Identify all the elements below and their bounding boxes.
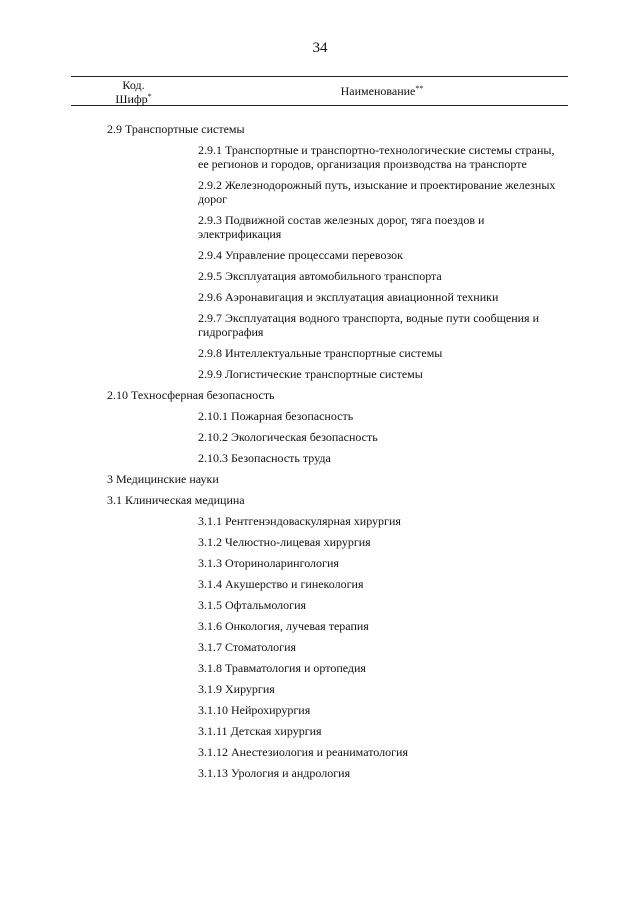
list-item	[0, 682, 640, 696]
item-code: 3.1.4	[198, 577, 222, 591]
item-title: Эксплуатация водного транспорта, водные пути сообщения и гидрография	[198, 311, 539, 339]
item-code: 2.10.1	[198, 409, 228, 423]
item-title: Безопасность труда	[231, 451, 331, 465]
item-title: Хирургия	[225, 682, 275, 696]
list-item	[0, 178, 640, 206]
item-code: 3	[107, 472, 113, 486]
item-code: 2.9.8	[198, 346, 222, 360]
item-title: Рентгенэндоваскулярная хирургия	[225, 514, 401, 528]
list-item	[0, 143, 640, 171]
section-heading	[0, 472, 640, 486]
item-code: 2.9.4	[198, 248, 222, 262]
item-code: 3.1	[107, 493, 122, 507]
list-item	[0, 535, 640, 549]
item-title: Травматология и ортопедия	[225, 661, 366, 675]
item-title: Челюстно-лицевая хирургия	[225, 535, 371, 549]
list-item	[0, 430, 640, 444]
item-title: Транспортные системы	[125, 122, 245, 136]
item-code: 2.9	[107, 122, 122, 136]
item-title: Эксплуатация автомобильного транспорта	[225, 269, 442, 283]
header-name-column	[196, 84, 568, 98]
item-code: 2.9.2	[198, 178, 222, 192]
item-title: Стоматология	[225, 640, 297, 654]
list-item	[0, 248, 640, 262]
item-code: 2.9.5	[198, 269, 222, 283]
list-item	[0, 311, 640, 339]
item-title: Транспортные и транспортно-технологические системы страны, ее регионов и городов, организация производства на транспорте	[198, 143, 555, 171]
list-item	[0, 514, 640, 528]
page-number: 34	[312, 40, 328, 56]
item-title: Онкология, лучевая терапия	[225, 619, 369, 633]
list-item	[0, 598, 640, 612]
list-item	[0, 556, 640, 570]
item-code: 3.1.11	[198, 724, 228, 738]
list-item	[0, 577, 640, 591]
item-code: 2.10.2	[198, 430, 228, 444]
item-code: 2.9.1	[198, 143, 222, 157]
item-title: Техносферная безопасность	[131, 388, 275, 402]
item-code: 3.1.13	[198, 766, 228, 780]
item-code: 3.1.9	[198, 682, 222, 696]
list-item	[0, 724, 640, 738]
section-heading	[0, 388, 640, 402]
item-title: Экологическая безопасность	[231, 430, 378, 444]
item-title: Офтальмология	[225, 598, 307, 612]
item-code: 2.9.7	[198, 311, 222, 325]
item-code: 2.9.9	[198, 367, 222, 381]
item-code: 2.9.6	[198, 290, 222, 304]
item-title: Железнодорожный путь, изыскание и проектирование железных дорог	[198, 178, 556, 206]
item-title: Анестезиология и реаниматология	[231, 745, 408, 759]
item-title: Урология и андрология	[231, 766, 351, 780]
item-code: 3.1.12	[198, 745, 228, 759]
item-code: 3.1.5	[198, 598, 222, 612]
item-title: Интеллектуальные транспортные системы	[225, 346, 443, 360]
item-code: 2.10.3	[198, 451, 228, 465]
item-title: Нейрохирургия	[231, 703, 311, 717]
header-cipher-label	[71, 92, 196, 106]
list-item	[0, 290, 640, 304]
item-code: 2.9.3	[198, 213, 222, 227]
item-code: 3.1.7	[198, 640, 222, 654]
list-item	[0, 766, 640, 780]
item-title: Медицинские науки	[116, 472, 219, 486]
header-code-label: Код.	[122, 78, 145, 92]
list-item	[0, 703, 640, 717]
list-item	[0, 661, 640, 675]
list-item	[0, 451, 640, 465]
item-code: 3.1.2	[198, 535, 222, 549]
header-name-label: Наименование	[340, 84, 416, 98]
list-item	[0, 619, 640, 633]
item-code: 3.1.3	[198, 556, 222, 570]
list-item	[0, 640, 640, 654]
section-heading	[0, 493, 640, 507]
item-code: 3.1.1	[198, 514, 222, 528]
header-name-footnote-mark: **	[415, 84, 424, 93]
header-cipher-text: Шифр	[115, 92, 148, 106]
item-title: Пожарная безопасность	[231, 409, 354, 423]
item-title: Аэронавигация и эксплуатация авиационной техники	[225, 290, 499, 304]
header-cipher-footnote-mark: *	[147, 92, 152, 101]
item-code: 3.1.6	[198, 619, 222, 633]
item-title: Акушерство и гинекология	[225, 577, 364, 591]
item-code: 3.1.10	[198, 703, 228, 717]
item-title: Детская хирургия	[230, 724, 322, 738]
table-header	[71, 76, 568, 106]
item-title: Клиническая медицина	[125, 493, 245, 507]
list-item	[0, 409, 640, 423]
list-item	[0, 367, 640, 381]
list-item	[0, 269, 640, 283]
header-code-column	[71, 78, 196, 106]
item-title: Логистические транспортные системы	[225, 367, 423, 381]
specialty-list	[0, 122, 640, 787]
item-code: 2.10	[107, 388, 128, 402]
item-code: 3.1.8	[198, 661, 222, 675]
item-title: Оториноларингология	[225, 556, 339, 570]
item-title: Управление процессами перевозок	[225, 248, 403, 262]
item-title: Подвижной состав железных дорог, тяга поездов и электрификация	[198, 213, 485, 241]
section-heading	[0, 122, 640, 136]
list-item	[0, 213, 640, 241]
list-item	[0, 745, 640, 759]
list-item	[0, 346, 640, 360]
